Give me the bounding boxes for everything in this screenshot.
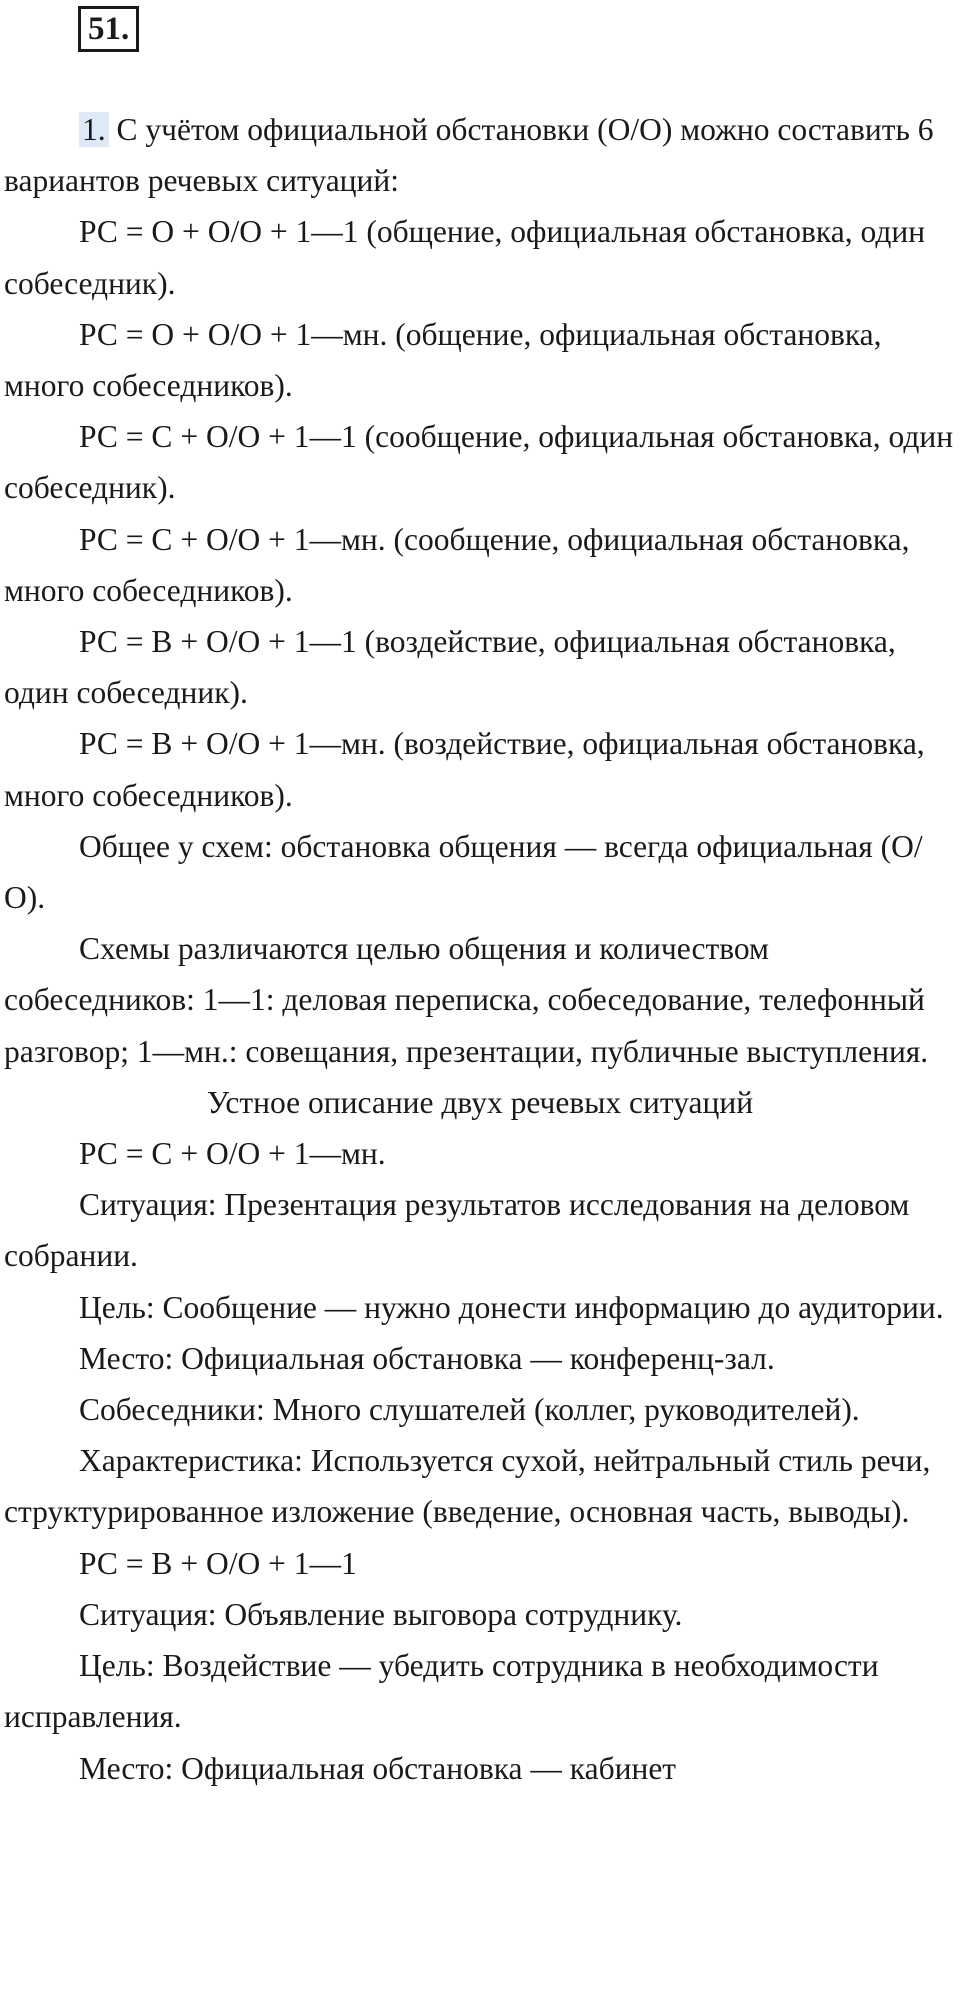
situation1-goal: Цель: Сообщение — нужно донести информацию до аудитории. [79, 1289, 944, 1325]
situation2-place: Место: Официальная обстановка — кабинет [79, 1750, 677, 1786]
scheme-4: РС = С + О/О + 1—мн. (сообщение, официальная обстановка, много собеседников). [4, 521, 910, 608]
answer-text [4, 104, 956, 1794]
task-number: 51 [88, 11, 121, 47]
intro-paragraph [4, 104, 956, 206]
situation1-characteristic: Характеристика: Используется сухой, нейтральный стиль речи, структурированное изложение (введение, основная часть, выводы). [4, 1443, 931, 1530]
task-number-suffix: . [121, 11, 130, 47]
differences-paragraph: Схемы различаются целью общения и количеством собеседников: 1—1: деловая переписка, собеседование, телефонный разговор; 1—мн.: совещания, презентации, публичные выступления. [4, 931, 929, 1069]
scheme-1: РС = О + О/О + 1—1 (общение, официальная обстановка, один собеседник). [4, 214, 926, 301]
situation1-place: Место: Официальная обстановка — конференц-зал. [79, 1340, 775, 1376]
intro-text: С учётом официальной обстановки (О/О) можно составить 6 вариантов речевых ситуаций: [4, 112, 934, 199]
item-number: 1. [79, 112, 109, 147]
situation1-participants: Собеседники: Много слушателей (коллег, руководителей). [79, 1392, 860, 1428]
section-heading: Устное описание двух речевых ситуаций [206, 1084, 754, 1120]
scheme-3: РС = С + О/О + 1—1 (сообщение, официальная обстановка, один собеседник). [4, 419, 954, 506]
scheme-5: РС = В + О/О + 1—1 (воздействие, официальная обстановка, один собеседник). [4, 624, 896, 711]
situation2-goal: Цель: Воздействие — убедить сотрудника в необходимости исправления. [4, 1648, 879, 1735]
scheme-6: РС = В + О/О + 1—мн. (воздействие, официальная обстановка, много собеседников). [4, 726, 925, 813]
scheme-2: РС = О + О/О + 1—мн. (общение, официальная обстановка, много собеседников). [4, 316, 882, 404]
common-paragraph: Общее у схем: обстановка общения — всегда официальная (О/О). [4, 828, 923, 916]
situation1-description: Ситуация: Презентация результатов исследования на деловом собрании. [4, 1187, 910, 1274]
situation2-formula: РС = В + О/О + 1—1 [79, 1545, 357, 1581]
situation2-description: Ситуация: Объявление выговора сотруднику. [79, 1596, 683, 1632]
situation1-formula: РС = С + О/О + 1—мн. [79, 1136, 386, 1172]
task-number-badge [78, 6, 139, 52]
